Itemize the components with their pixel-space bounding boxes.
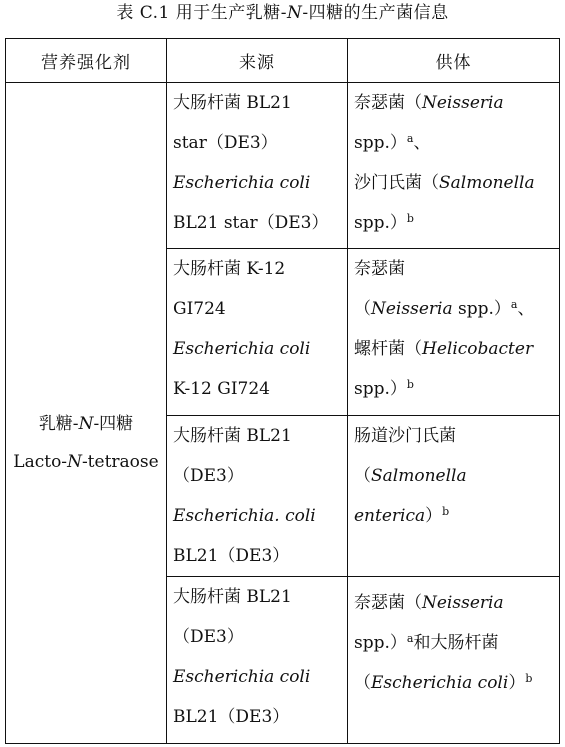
source-cell — [167, 249, 348, 416]
source-line: （DE3） — [173, 466, 244, 486]
donor-text: spp.） — [452, 299, 511, 319]
footnote-mark: a — [406, 132, 414, 145]
nutrient-en-n: N — [67, 452, 82, 472]
source-line: 大肠杆菌 K-12 — [173, 259, 286, 279]
caption-prefix: 表 C.1 用于生产乳糖- — [116, 3, 288, 23]
nutrient-cn-n: N — [78, 414, 94, 434]
source-latin: Escherichia coli — [173, 667, 311, 687]
donor-text: 沙门氏菌（ — [354, 173, 439, 193]
footnote-mark: b — [442, 505, 450, 518]
source-cell — [167, 83, 348, 249]
source-line: star（DE3） — [173, 133, 278, 153]
nutrient-cn — [6, 405, 166, 443]
donor-text: spp.） — [354, 133, 407, 153]
donor-line: 肠道沙门氏菌 — [354, 426, 456, 446]
donor-latin: Neisseria — [422, 593, 504, 613]
production-strain-table — [5, 38, 560, 744]
table-row — [6, 83, 560, 249]
donor-latin: enterica — [354, 506, 426, 526]
donor-latin: Salmonella — [371, 466, 467, 486]
donor-line — [354, 289, 555, 329]
donor-cell — [348, 249, 560, 416]
source-cell — [167, 577, 348, 744]
nutrient-cell — [6, 83, 167, 744]
nutrient-cn-b: -四糖 — [93, 414, 134, 434]
donor-cell — [348, 83, 560, 249]
donor-line — [354, 456, 555, 496]
source-cell — [167, 416, 348, 577]
header-nutrient: 营养强化剂 — [6, 39, 167, 83]
donor-text: 、 — [413, 133, 431, 153]
donor-text: spp.） — [354, 213, 407, 233]
donor-latin: Helicobacter — [422, 339, 534, 359]
donor-text: 和大肠杆菌 — [413, 633, 499, 653]
donor-text: 、 — [517, 299, 535, 319]
header-row — [6, 39, 560, 83]
footnote-mark: a — [510, 298, 518, 311]
donor-line — [354, 329, 555, 369]
caption-italic-n: N — [287, 3, 303, 23]
donor-line — [354, 623, 555, 663]
nutrient-en — [6, 443, 166, 481]
footnote-mark: b — [406, 378, 414, 391]
donor-text: （ — [354, 673, 371, 693]
donor-text: spp.） — [354, 633, 407, 653]
source-line: BL21（DE3） — [173, 707, 290, 727]
donor-line — [354, 496, 555, 536]
donor-cell — [348, 577, 560, 744]
source-line: BL21（DE3） — [173, 546, 290, 566]
donor-line — [354, 83, 555, 123]
donor-line — [354, 163, 555, 203]
donor-text: 螺杆菌（ — [354, 339, 422, 359]
header-source: 来源 — [167, 39, 348, 83]
donor-line — [354, 203, 555, 243]
nutrient-en-a: Lacto- — [13, 452, 68, 472]
source-line: （DE3） — [173, 627, 244, 647]
donor-text: 奈瑟菌（ — [354, 93, 422, 113]
donor-line — [354, 663, 555, 703]
donor-text: ） — [508, 673, 526, 693]
donor-latin: Neisseria — [371, 299, 453, 319]
source-line: BL21 star（DE3） — [173, 213, 329, 233]
source-line: GI724 — [173, 299, 226, 319]
caption-suffix: -四糖的生产菌信息 — [302, 3, 449, 23]
donor-line — [354, 583, 555, 623]
footnote-mark: a — [406, 632, 414, 645]
header-donor: 供体 — [348, 39, 560, 83]
donor-line — [354, 123, 555, 163]
donor-text: spp.） — [354, 379, 407, 399]
source-line: 大肠杆菌 BL21 — [173, 426, 292, 446]
donor-line — [354, 369, 555, 409]
source-latin: Escherichia coli — [173, 173, 311, 193]
donor-line: 奈瑟菌 — [354, 259, 405, 279]
donor-text: ） — [425, 506, 443, 526]
table-caption — [0, 0, 565, 30]
source-latin: Escherichia coli — [173, 339, 311, 359]
donor-text: 奈瑟菌（ — [354, 593, 422, 613]
donor-latin: Salmonella — [439, 173, 535, 193]
donor-latin: Neisseria — [422, 93, 504, 113]
source-line: 大肠杆菌 BL21 — [173, 587, 292, 607]
source-latin: Escherichia. coli — [173, 506, 316, 526]
nutrient-en-b: -tetraose — [81, 452, 159, 472]
donor-text: （ — [354, 466, 371, 486]
donor-text: （ — [354, 299, 371, 319]
donor-latin: Escherichia coli — [371, 673, 509, 693]
footnote-mark: b — [525, 672, 533, 685]
nutrient-cn-a: 乳糖- — [38, 414, 79, 434]
donor-cell — [348, 416, 560, 577]
footnote-mark: b — [406, 212, 414, 225]
source-line: K-12 GI724 — [173, 379, 270, 399]
source-line: 大肠杆菌 BL21 — [173, 93, 292, 113]
